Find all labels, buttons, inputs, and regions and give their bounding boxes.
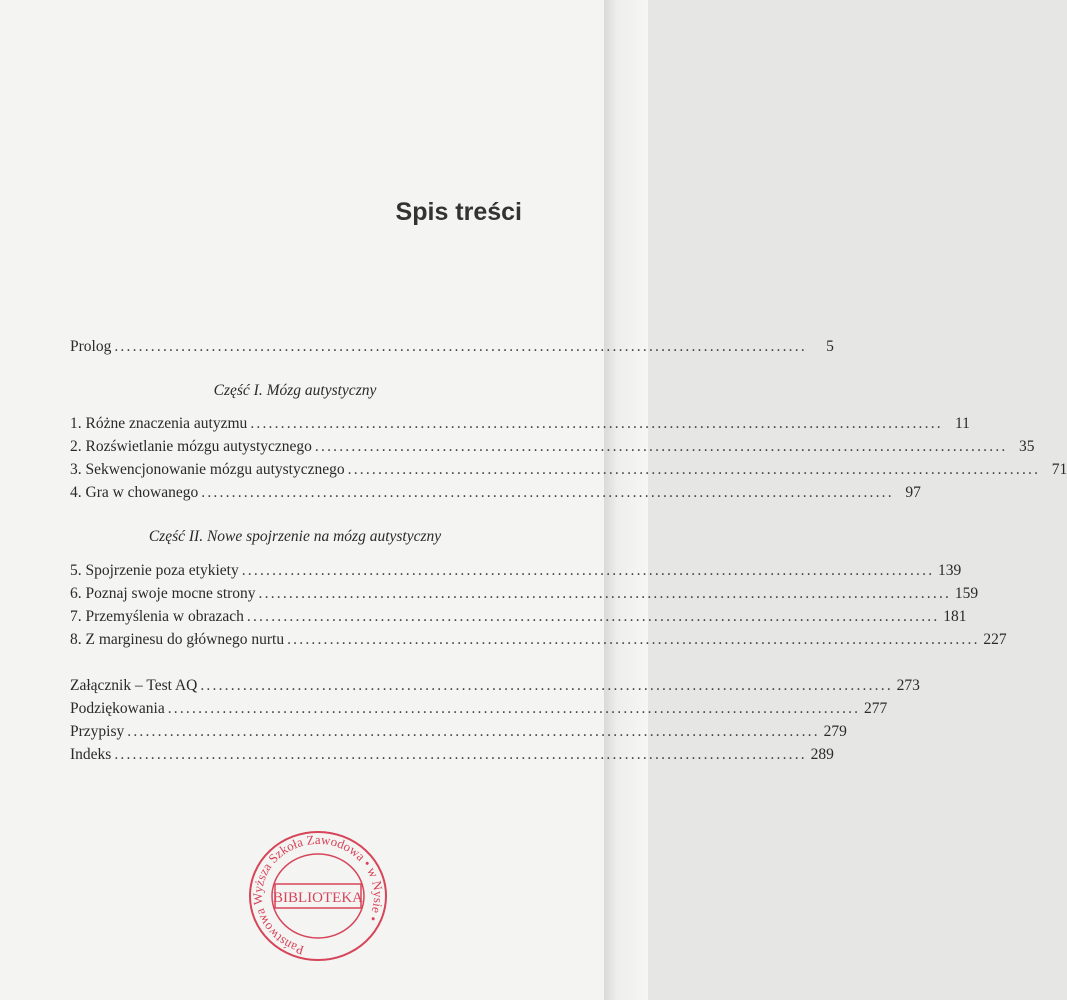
toc-entry-acknowledgements[interactable] [70,700,888,718]
toc-entry-page: 289 [810,746,834,763]
toc-entry-label: 4. Gra w chowanego [70,484,199,501]
toc-entry-page: 139 [938,562,962,579]
dot-leader: .................................................................................................................. [127,723,820,740]
toc-entry[interactable] [70,461,1067,479]
dot-leader: .................................................................................................................. [241,562,935,579]
toc-entry-prolog[interactable] [70,338,834,356]
toc-entry-label: Przypisy [70,723,125,740]
toc-entry-index[interactable] [70,746,834,764]
dot-leader: .................................................................................................................. [167,700,861,717]
stamp-ring-text: Państwowa Wyższa Szkoła Zawodowa • w Nysie • [249,831,387,959]
dot-leader: .................................................................................................................. [314,438,1008,455]
toc-entry-label: 3. Sekwencjonowanie mózgu autystycznego [70,461,345,478]
toc-entry-notes[interactable] [70,723,847,741]
toc-entry-page: 71 [1051,461,1067,478]
toc-entry[interactable] [70,631,1007,649]
toc-entry-page: 159 [954,585,979,602]
toc-entry-label: Załącznik – Test AQ [70,677,198,694]
part-1-heading: Część I. Mózg autystyczny [213,382,377,399]
toc-entry[interactable] [70,608,967,626]
toc-entry[interactable] [70,484,921,502]
toc-entry-label: 1. Różne znaczenia autyzmu [70,415,248,432]
dot-leader: .................................................................................................................. [246,608,940,625]
toc-entry-label: 2. Rozświetlanie mózgu autystycznego [70,438,312,455]
toc-entry-page: 35 [1018,438,1035,455]
dot-leader: .................................................................................................................. [114,338,807,355]
library-stamp [243,826,393,966]
toc-entry[interactable] [70,415,970,433]
toc-entry[interactable] [70,438,1035,456]
toc-entry-page: 97 [905,484,921,501]
toc-entry-appendix[interactable] [70,677,920,695]
toc-entry-label: 5. Spojrzenie poza etykiety [70,562,239,579]
toc-entry-page: 5 [826,338,834,355]
part-2-heading: Część II. Nowe spojrzenie na mózg autystyczny [148,528,442,545]
toc-entry[interactable] [70,562,962,580]
toc-entry-label: 6. Poznaj swoje mocne strony [70,585,256,602]
toc-entry-page: 227 [983,631,1007,648]
dot-leader: .................................................................................................................. [347,461,1041,478]
dot-leader: .................................................................................................................. [287,631,980,648]
toc-entry-page: 279 [823,723,847,740]
stamp-center-text: BIBLIOTEKA [273,890,363,906]
toc-entry-label: Indeks [70,746,112,763]
page-title: Spis treści [395,198,522,226]
toc-entry[interactable] [70,585,979,603]
dot-leader: .................................................................................................................. [258,585,952,602]
dot-leader: .................................................................................................................. [114,746,807,763]
toc-entry-label: 7. Przemyślenia w obrazach [70,608,244,625]
dot-leader: .................................................................................................................. [200,677,893,694]
dot-leader: .................................................................................................................. [201,484,894,501]
toc-entry-page: 181 [943,608,967,625]
toc-entry-label: 8. Z marginesu do głównego nurtu [70,631,285,648]
toc-entry-label: Prolog [70,338,112,355]
toc-entry-page: 11 [954,415,970,432]
toc-entry-page: 277 [864,700,888,717]
toc-entry-page: 273 [896,677,920,694]
toc-entry-label: Podziękowania [70,700,165,717]
dot-leader: .................................................................................................................. [250,415,943,432]
